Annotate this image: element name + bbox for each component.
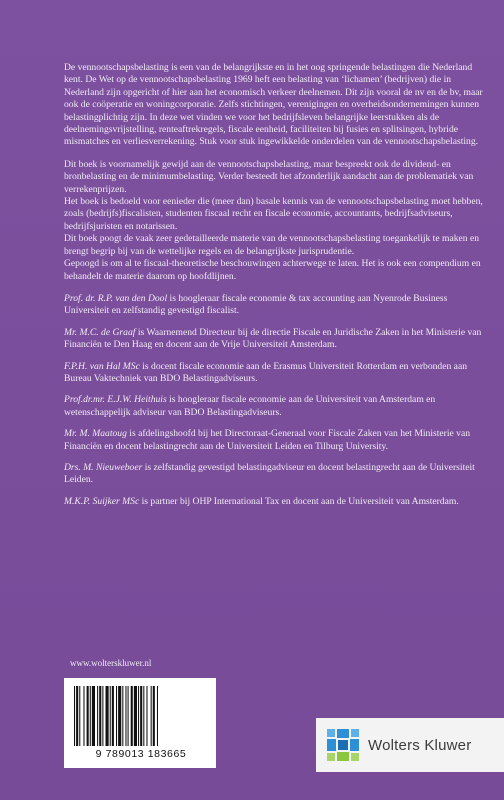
author-name: Mr. M.C. de Graaf	[64, 326, 136, 338]
author-name: Prof. dr. R.P. van den Dool	[64, 292, 168, 304]
back-cover-text	[64, 62, 484, 508]
author-description: is hoogleraar fiscale economie aan de Universiteit van Amsterdam en wetenschappelijk adviseur van BDO Belastingadviseurs.	[64, 394, 436, 418]
description-paragraph: Dit boek is voornamelijk gewijd aan de vennootschapsbelasting, maar bespreekt ook de dividend- en bronbelasting en de minimumbelasting. Verder besteedt het afzonderlijk aandacht aan de problematiek van verrekenprijzen.	[64, 158, 474, 195]
intro-paragraph: De vennootschapsbelasting is een van de belangrijkste en in het oog springende belastingen die Nederland kent. De Wet op de vennootschapsbelasting 1969 heft een belasting van ‘lichamen’ (bedrijven) die in Nederland zijn opgericht of hier aan het economisch verkeer deelnemen. Dit zijn vooral de nv en de bv, maar ook de coöperatie en woningcorporatie. Zelfs stichtingen, verenigingen en overheidsondernemingen kunnen belastingplichtig zijn. In deze wet vinden we voor het bedrijfsleven belangrijke leerstukken als de deelnemingsvrijstelling, renteaftrekregels, fiscale eenheid, faciliteiten bij fusies en splitsingen, hybride mismatches en verliesverrekening. Stuk voor stuk ingewikkelde onderdelen van de vennootschapsbelasting.	[64, 62, 483, 148]
description-paragraph: Gepoogd is om al te fiscaal-theoretische beschouwingen achterwege te laten. Het is ook een compendium en behandelt de materie daarom op hoofdlijnen.	[64, 258, 481, 282]
author-name: Drs. M. Nieuweboer	[64, 461, 143, 473]
author-description: is afdelingshoofd bij het Directoraat-Generaal voor Fiscale Zaken van het Ministerie van Financiën en docent belastingrecht aan de Universiteit Leiden en Tilburg University.	[64, 428, 471, 452]
author-description: is hoogleraar fiscale economie & tax accounting aan Nyenrode Business Universiteit en zelfstandig gevestigd fiscalist.	[64, 292, 448, 317]
publisher-name: Wolters Kluwer	[368, 736, 472, 754]
author-bio	[64, 394, 484, 419]
author-name: Mr. M. Maatoug	[64, 428, 127, 440]
wolters-kluwer-logo-icon	[326, 728, 360, 762]
barcode-icon	[74, 686, 206, 746]
author-bio	[64, 462, 484, 487]
author-description: is zelfstandig gevestigd belastingadviseur en docent belastingrecht aan de Universiteit Leiden.	[64, 461, 475, 486]
author-name: Prof.dr.mr. E.J.W. Heithuis	[64, 394, 167, 406]
author-description: is Waarnemend Directeur bij de directie Fiscale en Juridische Zaken in het Ministerie van Financiën te Den Haag en docent aan de Vrije Universiteit Amsterdam.	[64, 326, 482, 351]
author-bio	[64, 327, 484, 352]
author-name: F.P.H. van Hal MSc	[64, 360, 140, 372]
author-description: is docent fiscale economie aan de Erasmus Universiteit Rotterdam en verbonden aan Bureau Vaktechniek van BDO Belastingadviseurs.	[64, 360, 467, 384]
author-bio	[64, 428, 484, 453]
author-name: M.K.P. Suijker MSc	[64, 495, 140, 507]
description-paragraph: Het boek is bedoeld voor eenieder die (meer dan) basale kennis van de vennootschapsbelasting moet hebben, zoals (bedrijfs)fiscalisten, studenten fiscaal recht en fiscale economie, accountants, bedrijfsadviseurs, bedrijfsjuristen en notarissen.	[64, 196, 483, 232]
author-description: is partner bij OHP International Tax en docent aan de Universiteit van Amsterdam.	[139, 495, 459, 507]
publisher-logo	[316, 718, 504, 772]
isbn-number: 9 789013 183665	[95, 748, 187, 760]
author-bio	[64, 361, 484, 386]
publisher-url: www.wolterskluwer.nl	[70, 658, 152, 668]
author-bio	[64, 293, 484, 318]
isbn-barcode	[64, 678, 216, 768]
author-bio	[64, 496, 484, 508]
description-paragraph: Dit boek poogt de vaak zeer gedetailleerde materie van de vennootschapsbelasting toegankelijk te maken en brengt begrip bij van de wettelijke regels en de belangrijkste jurisprudentie.	[64, 233, 480, 257]
